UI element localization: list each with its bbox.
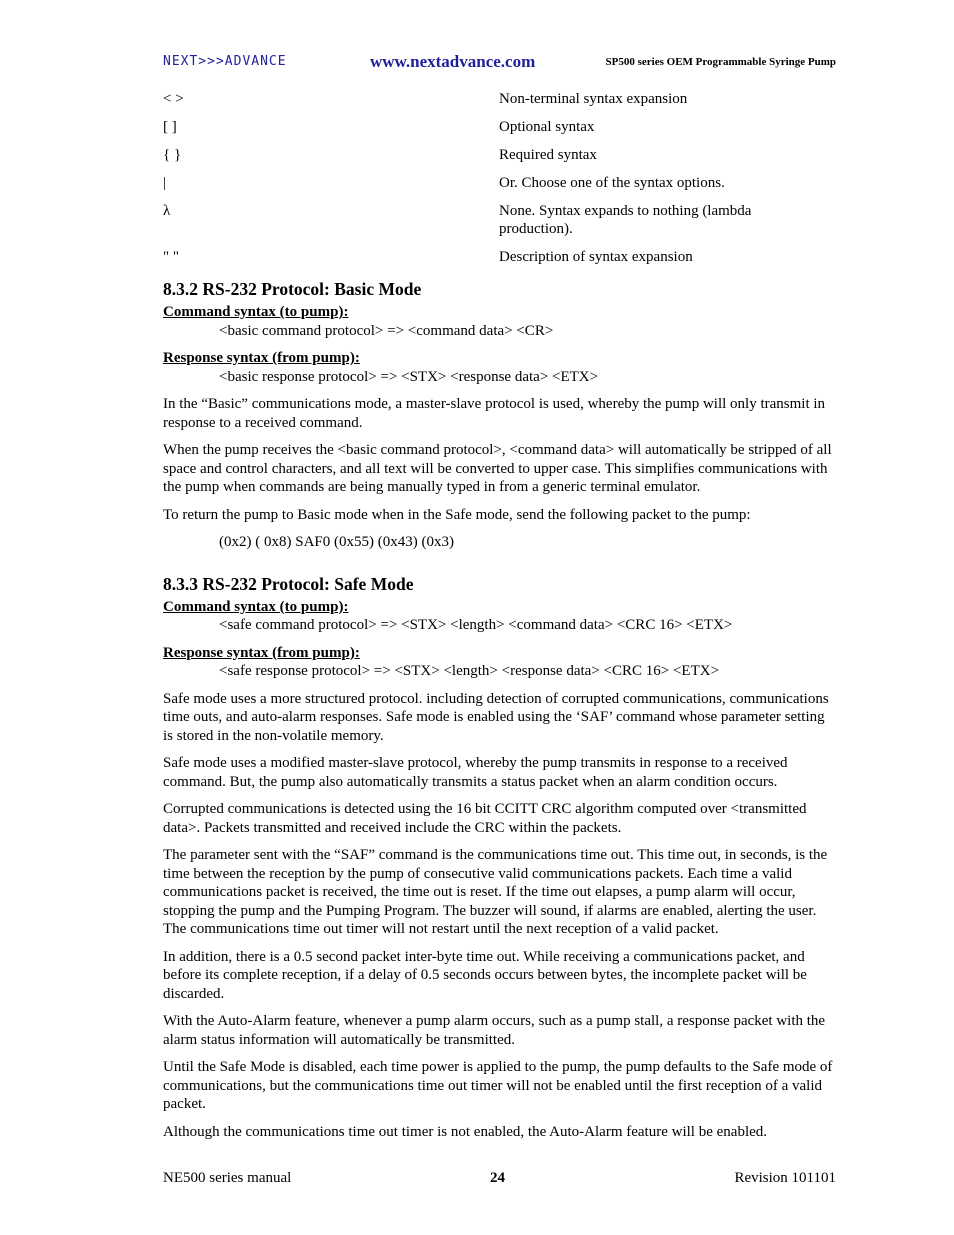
safe-to-basic-packet: (0x2) ( 0x8) SAF0 (0x55) (0x43) (0x3)	[219, 534, 454, 550]
command-syntax-label: Command syntax (to pump):	[163, 598, 349, 615]
syntax-symbol: < >	[163, 91, 184, 107]
syntax-symbol: λ	[163, 203, 171, 219]
syntax-description: Required syntax	[499, 147, 597, 163]
syntax-row	[163, 90, 836, 108]
document-title: SP500 series OEM Programmable Syringe Pump	[605, 56, 836, 68]
manual-name: NE500 series manual	[163, 1170, 292, 1186]
syntax-description: Optional syntax	[499, 119, 595, 135]
website-link[interactable]: www.nextadvance.com	[370, 52, 536, 71]
syntax-description: None. Syntax expands to nothing (lambda production).	[499, 203, 752, 237]
syntax-row	[163, 118, 836, 136]
page-header	[163, 52, 836, 76]
syntax-description: Description of syntax expansion	[499, 249, 693, 265]
company-logo: NEXT>>>ADVANCE	[163, 54, 287, 69]
syntax-row	[163, 202, 836, 238]
syntax-symbol: { }	[163, 147, 182, 163]
paragraph: In the “Basic” communications mode, a master-slave protocol is used, whereby the pump will only transmit in response to a received command.	[163, 396, 826, 431]
response-syntax-label: Response syntax (from pump):	[163, 644, 360, 661]
syntax-row	[163, 248, 836, 266]
syntax-row	[163, 174, 836, 192]
command-syntax-label: Command syntax (to pump):	[163, 304, 349, 320]
response-syntax: <safe response protocol> => <STX> <length> <response data> <CRC 16> <ETX>	[219, 663, 720, 679]
section-heading-basic-mode: 8.3.2 RS-232 Protocol: Basic Mode	[163, 279, 422, 299]
syntax-row	[163, 146, 836, 164]
paragraph: In addition, there is a 0.5 second packet inter-byte time out. While receiving a communications packet, and before its complete reception, if a delay of 0.5 seconds occurs between bytes, the incomplete packet will be discarded.	[163, 948, 807, 1002]
paragraph: The parameter sent with the “SAF” command is the communications time out. This time out, in seconds, is the time between the reception by the pump of consecutive valid communications packets. Each time a valid communications packet is received, the time out is reset. If the time out elapses, a pump alarm will occur, stopping the pump and the Pumping Program. The buzzer will sound, if alarms are enabled, alerting the user. The communications time out timer will not restart until the next reception of a valid packet.	[163, 847, 828, 937]
main-content	[163, 278, 836, 1150]
command-syntax: <basic command protocol> => <command data> <CR>	[219, 322, 554, 339]
page-number: 24	[490, 1170, 505, 1186]
paragraph: Corrupted communications is detected using the 16 bit CCITT CRC algorithm computed over <transmitted data>. Packets transmitted and received include the CRC within the packets.	[163, 801, 807, 836]
paragraph: Until the Safe Mode is disabled, each time power is applied to the pump, the pump defaults to the Safe mode of communications, but the communications time out timer will not be enabled until the first reception of a valid packet.	[163, 1059, 833, 1112]
paragraph: With the Auto-Alarm feature, whenever a pump alarm occurs, such as a pump stall, a response packet with the alarm status information will automatically be transmitted.	[163, 1013, 826, 1048]
syntax-description: Or. Choose one of the syntax options.	[499, 175, 725, 191]
syntax-symbol: |	[163, 175, 167, 191]
section-heading-safe-mode: 8.3.3 RS-232 Protocol: Safe Mode	[163, 573, 414, 594]
syntax-description: Non-terminal syntax expansion	[499, 91, 688, 107]
page-footer	[163, 1170, 836, 1190]
response-syntax-label: Response syntax (from pump):	[163, 350, 360, 366]
command-syntax: <safe command protocol> => <STX> <length> <command data> <CRC 16> <ETX>	[219, 617, 733, 633]
syntax-legend-table	[163, 90, 836, 266]
syntax-symbol: " "	[163, 249, 179, 265]
paragraph: Safe mode uses a more structured protocol. including detection of corrupted communications, communications time outs, and auto-alarm responses. Safe mode is enabled using the ‘SAF’ command whose parameter setting is stored in the non-volatile memory.	[163, 690, 829, 744]
syntax-symbol: [ ]	[163, 119, 177, 135]
revision-label: Revision 101101	[734, 1170, 836, 1186]
paragraph: Although the communications time out timer is not enabled, the Auto-Alarm feature will be enabled.	[163, 1123, 768, 1140]
paragraph: To return the pump to Basic mode when in the Safe mode, send the following packet to the pump:	[163, 506, 751, 523]
paragraph: When the pump receives the <basic command protocol>, <command data> will automatically be stripped of all space and control characters, and all text will be converted to upper case. This simplifies communications with the pump when commands are being manually typed in from a generic terminal emulator.	[163, 442, 832, 495]
response-syntax: <basic response protocol> => <STX> <response data> <ETX>	[219, 368, 599, 385]
paragraph: Safe mode uses a modified master-slave protocol, whereby the pump transmits in response to a received command. But, the pump also automatically transmits a status packet when an alarm condition occurs.	[163, 755, 788, 790]
